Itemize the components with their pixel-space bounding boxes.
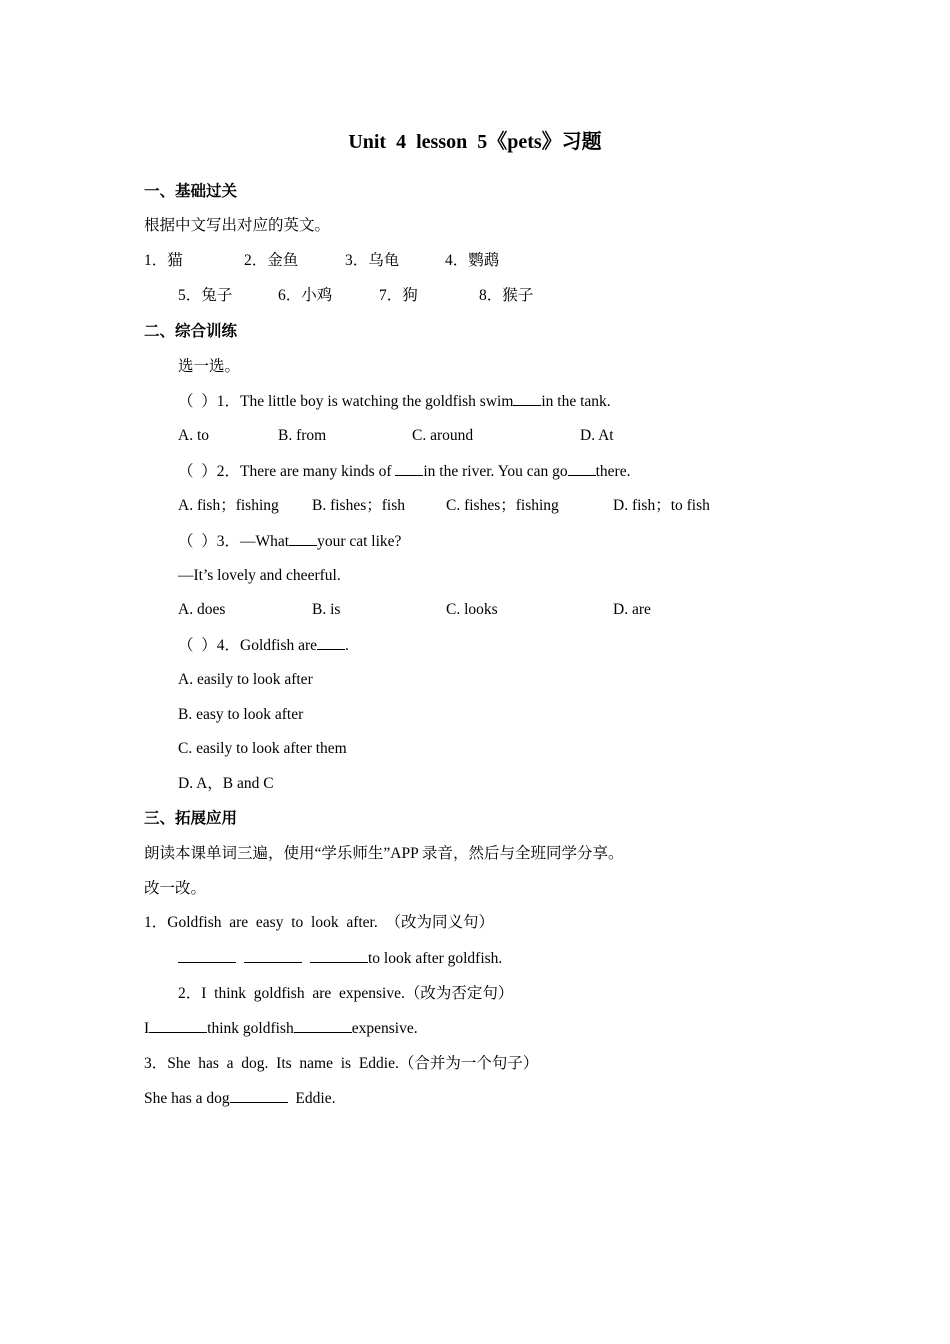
answer-blank[interactable] (310, 948, 368, 963)
q3-answer-line: —It’s lovely and cheerful. (178, 567, 341, 584)
q1-option-a: A. to (178, 427, 209, 444)
section-heading-1: 一、基础过关 (144, 183, 238, 200)
q1-option-b: B. from (278, 427, 327, 444)
answer-blank[interactable] (568, 461, 596, 476)
rewrite-question-1: 1．Goldfish are easy to look after. （改为同义句） (144, 914, 494, 931)
word-item: 2．金鱼 (244, 252, 299, 269)
word-item: 3．乌龟 (345, 252, 400, 269)
q1-option-c: C. around (412, 427, 474, 444)
rewrite-question-3: 3．She has a dog. Its name is Eddie.（合并为一个句子） (144, 1055, 539, 1072)
question-1: （ ）1．The little boy is watching the goldfish swim in the tank. (178, 393, 611, 410)
q4-option-c: C. easily to look after them (178, 740, 347, 757)
q2-option-b: B. fishes；fish (312, 497, 406, 514)
question-4: （ ）4．Goldfish are . (178, 637, 349, 654)
word-item: 1．猫 (144, 252, 183, 269)
answer-blank[interactable] (178, 948, 236, 963)
q1-option-d: D. At (580, 427, 614, 444)
q2-option-d: D. fish；to fish (613, 497, 710, 514)
rewrite-answer-1: to look after goldfish. (178, 948, 502, 969)
question-2: （ ）2．There are many kinds of in the river. You can go there. (178, 463, 631, 480)
answer-blank[interactable] (149, 1018, 207, 1033)
q4-option-b: B. easy to look after (178, 706, 304, 723)
section2-instruction: 选一选。 (178, 358, 241, 375)
answer-blank[interactable] (230, 1088, 288, 1103)
word-item: 8．猴子 (479, 287, 534, 304)
q2-option-a: A. fish；fishing (178, 497, 279, 514)
q4-option-a: A. easily to look after (178, 671, 313, 688)
answer-blank[interactable] (294, 1018, 352, 1033)
section-heading-3: 三、拓展应用 (144, 810, 238, 827)
answer-blank[interactable] (317, 635, 345, 650)
q3-option-a: A. does (178, 601, 226, 618)
q3-option-b: B. is (312, 601, 341, 618)
q3-option-c: C. looks (446, 601, 498, 618)
word-item: 7．狗 (379, 287, 418, 304)
word-item: 5．兔子 (178, 287, 233, 304)
rewrite-answer-3: She has a dog Eddie. (144, 1090, 336, 1107)
reading-task: 朗读本课单词三遍，使用“学乐师生”APP 录音，然后与全班同学分享。 (144, 845, 624, 862)
section-heading-2: 二、综合训练 (144, 323, 238, 340)
q4-option-d: D. A，B and C (178, 775, 274, 792)
q2-option-c: C. fishes；fishing (446, 497, 559, 514)
answer-blank[interactable] (244, 948, 302, 963)
answer-blank[interactable] (395, 461, 423, 476)
page-title: Unit 4 lesson 5《pets》习题 (348, 131, 602, 153)
section1-instruction: 根据中文写出对应的英文。 (144, 217, 331, 234)
rewrite-answer-2: I think goldfish expensive. (144, 1020, 418, 1037)
answer-blank[interactable] (513, 391, 541, 406)
rewrite-question-2: 2．I think goldfish are expensive.（改为否定句） (178, 985, 514, 1002)
word-item: 6．小鸡 (278, 287, 333, 304)
answer-blank[interactable] (289, 531, 317, 546)
question-3: （ ）3．—What your cat like? (178, 533, 402, 550)
section3-instruction: 改一改。 (144, 880, 207, 897)
word-item: 4．鹦鹉 (445, 252, 500, 269)
q3-option-d: D. are (613, 601, 651, 618)
